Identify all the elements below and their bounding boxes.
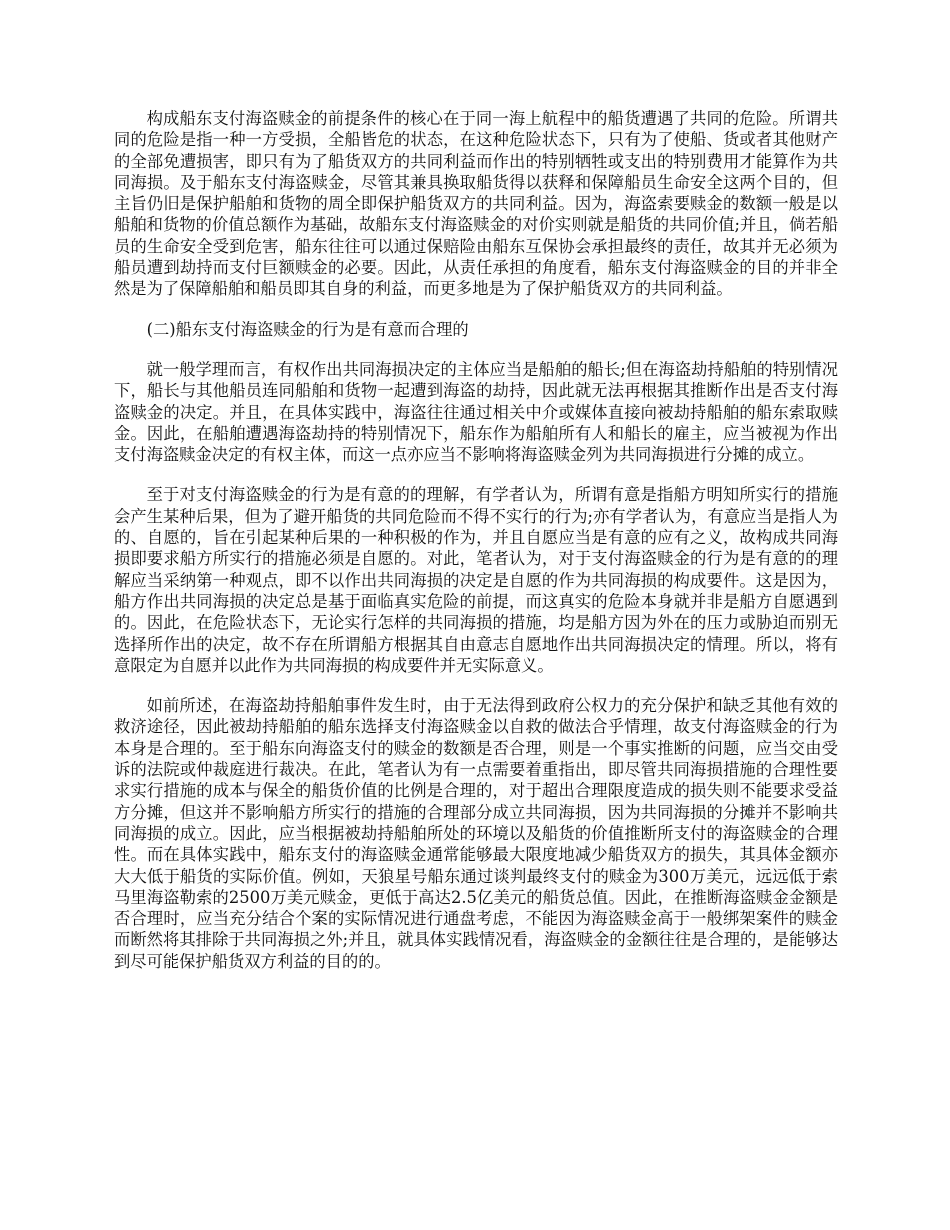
paragraph-decision-authority: 就一般学理而言，有权作出共同海损决定的主体应当是船舶的船长;但在海盗劫持船舶的特别情况下，船长与其他船员连同船舶和货物一起遭到海盗的劫持，因此就无法再根据其推断作出是否支付海盗赎金的决定。并且，在具体实践中，海盗往往通过相关中介或媒体直接向被劫持船舶的船东索取赎金。因此，在船舶遭遇海盗劫持的特别情况下，船东作为船舶所有人和船长的雇主，应当被视为作出支付海盗赎金决定的有权主体，而这一点亦应当不影响将海盗赎金列为共同海损进行分摊的成立。 [114, 359, 838, 465]
section-heading: (二)船东支付海盗赎金的行为是有意而合理的 [146, 319, 469, 339]
document-body [114, 108, 838, 991]
paragraph-reasonableness: 如前所述，在海盗劫持船舶事件发生时，由于无法得到政府公权力的充分保护和缺乏其他有效的救济途径，因此被劫持船舶的船东选择支付海盗赎金以自救的做法合乎情理，故支付海盗赎金的行为本身是合理的。至于船东向海盗支付的赎金的数额是否合理，则是一个事实推断的问题，应当交由受诉的法院或仲裁庭进行裁决。在此，笔者认为有一点需要着重指出，即尽管共同海损措施的合理性要求实行措施的成本与保全的船货价值的比例是合理的，对于超出合理限度造成的损失则不能要求受益方分摊，但这并不影响船方所实行的措施的合理部分成立共同海损，因为共同海损的分摊并不影响共同海损的成立。因此，应当根据被劫持船舶所处的环境以及船货的价值推断所支付的海盗赎金的合理性。而在具体实践中，船东支付的海盗赎金通常能够最大限度地减少船货双方的损失，其具体金额亦大大低于船货的实际价值。例如，天狼星号船东通过谈判最终支付的赎金为300万美元，远远低于索马里海盗勒索的2500万美元赎金，更低于高达2.5亿美元的船货总值。因此，在推断海盗赎金金额是否合理时，应当充分结合个案的实际情况进行通盘考虑，不能因为海盗赎金高于一般绑架案件的赎金而断然将其排除于共同海损之外;并且，就具体实践情况看，海盗赎金的金额往往是合理的，是能够达到尽可能保护船货双方利益的目的的。 [114, 696, 838, 971]
paragraph-common-danger: 构成船东支付海盗赎金的前提条件的核心在于同一海上航程中的船货遭遇了共同的危险。所谓共同的危险是指一种一方受损，全船皆危的状态，在这种危险状态下，只有为了使船、货或者其他财产的全部免遭损害，即只有为了船货双方的共同利益而作出的特别牺牲或支出的特别费用才能算作为共同海损。及于船东支付海盗赎金，尽管其兼具换取船货得以获释和保障船员生命安全这两个目的，但主旨仍旧是保护船舶和货物的周全即保护船货双方的共同利益。因为，海盗索要赎金的数额一般是以船舶和货物的价值总额作为基础，故船东支付海盗赎金的对价实则就是船货的共同价值;并且，倘若船员的生命安全受到危害，船东往往可以通过保赔险由船东互保协会承担最终的责任，故其并无必须为船员遭到劫持而支付巨额赎金的必要。因此，从责任承担的角度看，船东支付海盗赎金的目的并非全然是为了保障船舶和船员即其自身的利益，而更多地是为了保护船货双方的共同利益。 [114, 109, 838, 299]
paragraph-intentional-act: 至于对支付海盗赎金的行为是有意的的理解，有学者认为，所谓有意是指船方明知所实行的措施会产生某种后果，但为了避开船货的共同危险而不得不实行的行为;亦有学者认为，有意应当是指人为的、自愿的，旨在引起某种后果的一种积极的作为，并且自愿应当是有意的应有之义，故构成共同海损即要求船方所实行的措施必须是自愿的。对此，笔者认为，对于支付海盗赎金的行为是有意的的理解应当采纳第一种观点，即不以作出共同海损的决定是自愿的作为共同海损的构成要件。这是因为，船方作出共同海损的决定总是基于面临真实危险的前提，而这真实的危险本身就并非是船方自愿遇到的。因此，在危险状态下，无论实行怎样的共同海损的措施，均是船方因为外在的压力或胁迫而别无选择所作出的决定，故不存在所谓船方根据其自由意志自愿地作出共同海损决定的情理。所以，将有意限定为自愿并以此作为共同海损的构成要件并无实际意义。 [114, 485, 838, 675]
